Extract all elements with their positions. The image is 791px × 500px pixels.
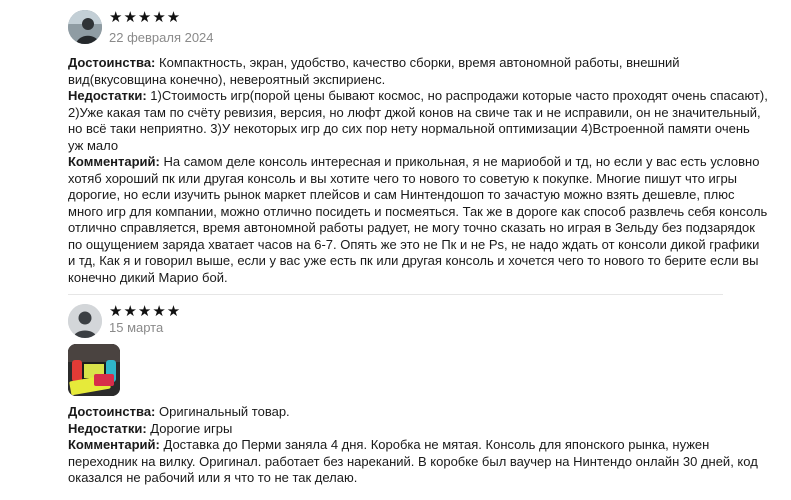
user-placeholder-icon (68, 304, 102, 338)
pros-text: Компактность, экран, удобство, качество сборки, время автономной работы, внешний вид(вкусовщина конечно), невероятный экспириенс. (68, 55, 680, 87)
pros-section (68, 55, 768, 88)
pros-section (68, 404, 768, 421)
pros-label: Достоинства: (68, 55, 156, 70)
review-body (68, 404, 768, 487)
comment-section (68, 154, 768, 286)
rating-stars: ★★★★★ (109, 303, 182, 320)
comment-label: Комментарий: (68, 437, 160, 452)
review-date: 22 февраля 2024 (109, 30, 214, 45)
comment-text: На самом деле консоль интересная и прикольная, я не мариобой и тд, но если у вас есть условно хотяб хороший пк или другая консоль и вы хотите чего то нового то советую к покупке. Многие пишут что игры дорогие, но если изучить рынок маркет плейсов и сам Нинтендошоп то зачастую можно взять дешевле, плюс много игр для компании, можно отлично посидеть и посмеяться. Так же в дороге как способ развлечь себя консоль отлично справляется, время автономной работы радует, не могу точно сказать но играя в Зельду без подзарядок по ощущением заряда хватает часов на 6-7. Опять же это не Пк и не Ps, не надо ждать от консоли дикой графики и тд, Как я и говорил выше, если у вас уже есть пк или другая консоль и хочется чего то нового то берите если вы конечно дикий Марио бой. (68, 154, 768, 285)
cons-text: 1)Стоимость игр(порой цены бывают космос, но распродажи которые часто проходят очень спасают), 2)Уже какая там по счёту ревизия, версия, но люфт джой конов на свиче так и не исправили, он не значительный, но всё таки неприятно. 3)У некоторых игр до сих пор нету нормальной оптимизации 4)Встроенной памяти очень уж мало (68, 88, 768, 153)
rating-stars: ★★★★★ (109, 9, 182, 26)
pros-text: Оригинальный товар. (159, 404, 290, 419)
cons-label: Недостатки: (68, 88, 147, 103)
comment-section (68, 437, 768, 487)
divider (68, 294, 723, 295)
cons-label: Недостатки: (68, 420, 147, 436)
review-body (68, 55, 768, 286)
cons-section (68, 421, 768, 438)
pros-label: Достоинства: (68, 404, 156, 419)
console-photo-icon (68, 344, 120, 396)
user-photo-icon (68, 10, 102, 44)
review-photo-thumbnail[interactable] (68, 344, 120, 396)
avatar[interactable] (68, 304, 102, 338)
cons-section (68, 88, 768, 154)
comment-text: Доставка до Перми заняла 4 дня. Коробка не мятая. Консоль для японского рынка, нужен переходник на вилку. Оригинал. работает без нареканий. В коробке был ваучер на Нинтендо онлайн 30 дней, код оказался не рабочий или я что то не так делаю. (68, 437, 758, 485)
comment-label: Комментарий: (68, 154, 160, 169)
avatar[interactable] (68, 10, 102, 44)
review-date: 15 марта (109, 320, 164, 335)
cons-text: Дорогие игры (150, 420, 233, 436)
